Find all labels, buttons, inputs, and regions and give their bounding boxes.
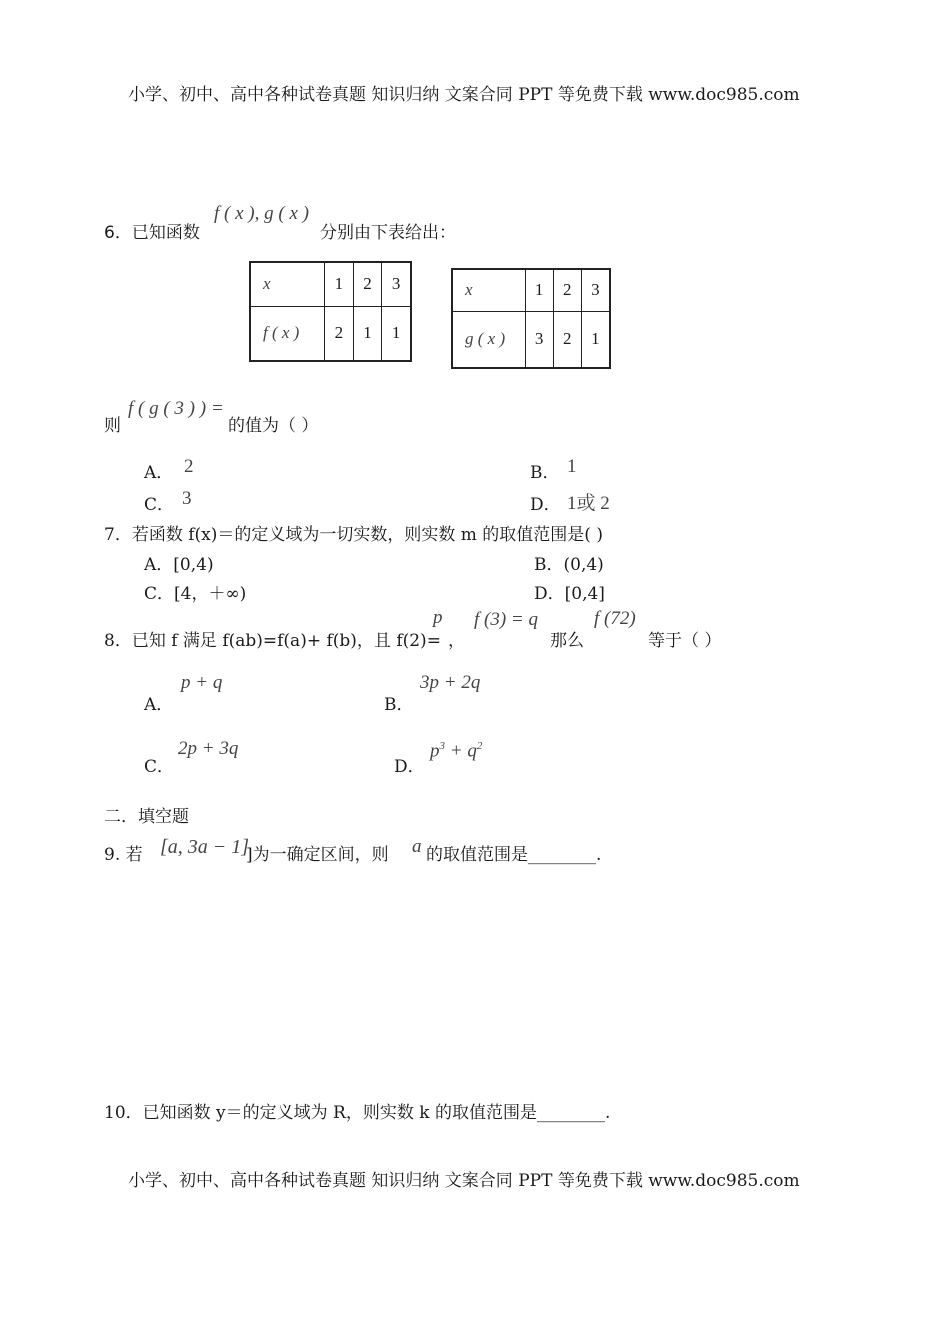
q9-var: a xyxy=(412,836,422,857)
table-g-cell: 1 xyxy=(581,311,610,368)
table-g-cell: 2 xyxy=(553,269,581,311)
q8-option-d-exp2: 2 xyxy=(476,740,483,752)
q7-option-a: A．[0,4) xyxy=(144,555,214,575)
q8-f3: f (3) = q xyxy=(474,609,539,630)
q8-option-b: 3p + 2q xyxy=(420,672,481,693)
q9-suffix: 的取值范围是________. xyxy=(426,845,602,865)
table-f-cell: 1 xyxy=(353,306,382,361)
q7-question: 7．若函数 f(x)＝的定义域为一切实数，则实数 m 的取值范围是( ) xyxy=(104,525,603,545)
q6-ask-expression: f ( g ( 3 ) ) = xyxy=(128,398,224,419)
table-g xyxy=(451,268,611,369)
q8-option-d-exp1: 3 xyxy=(439,740,445,752)
q8-option-a: p + q xyxy=(181,672,223,693)
q6-prefix: 6．已知函数 xyxy=(104,223,200,243)
page-header: 小学、初中、高中各种试卷真题 知识归纳 文案合同 PPT 等免费下载 www.doc985.com xyxy=(128,85,800,105)
table-f-cell: 3 xyxy=(382,262,411,306)
q9-mid: ]为一确定区间，则 xyxy=(246,845,389,865)
q7-option-d: D．[0,4] xyxy=(534,584,605,604)
table-f-header-fx: f ( x ) xyxy=(250,306,325,361)
q8-option-d-base1: p xyxy=(430,740,440,762)
q8-option-d-label: D． xyxy=(394,757,425,777)
q6-suffix: 分别由下表给出： xyxy=(320,223,456,243)
table-g-header-gx: g ( x ) xyxy=(452,311,525,368)
q8-option-d xyxy=(430,740,482,762)
q6-option-b: 1 xyxy=(567,456,577,477)
table-g-header-x: x xyxy=(452,269,525,311)
q9-interval: [a, 3a − 1] xyxy=(160,836,250,858)
page-footer: 小学、初中、高中各种试卷真题 知识归纳 文案合同 PPT 等免费下载 www.doc985.com xyxy=(128,1171,800,1191)
q8-f72: f (72) xyxy=(594,608,636,629)
q6-ask-suffix: 的值为（ ） xyxy=(228,416,319,436)
q8-option-c-label: C． xyxy=(144,757,175,777)
q8-option-b-label: B． xyxy=(384,695,414,715)
table-f xyxy=(249,261,412,362)
table-g-cell: 3 xyxy=(525,311,553,368)
table-f-cell: 2 xyxy=(325,306,354,361)
q6-option-d-label: D． xyxy=(530,495,561,515)
q6-option-d: 1或 2 xyxy=(567,493,610,514)
table-f-cell: 2 xyxy=(353,262,382,306)
table-g-cell: 1 xyxy=(525,269,553,311)
section-title-fill-in: 二．填空题 xyxy=(104,807,189,827)
q7-option-b: B．(0,4) xyxy=(534,555,604,575)
q8-suffix: 等于（ ） xyxy=(648,631,722,651)
q9-prefix: 9. 若 xyxy=(104,845,143,865)
q8-comma: ， xyxy=(448,631,465,651)
q7-option-c: C．[4，＋∞) xyxy=(144,584,247,604)
q8-then: 那么 xyxy=(550,631,584,651)
table-f-header-x: x xyxy=(250,262,325,306)
q6-option-a-label: A． xyxy=(144,463,174,483)
q10-question: 10．已知函数 y＝的定义域为 R，则实数 k 的取值范围是________. xyxy=(104,1103,611,1123)
q8-option-d-plus: + q xyxy=(445,740,477,762)
q8-prefix: 8．已知 f 满足 f(ab)=f(a)+ f(b)，且 f(2)= xyxy=(104,631,441,651)
q8-option-c: 2p + 3q xyxy=(178,738,239,759)
table-g-cell: 2 xyxy=(553,311,581,368)
q6-option-b-label: B． xyxy=(530,463,560,483)
q8-option-a-label: A． xyxy=(144,695,174,715)
q6-functions: f ( x ), g ( x ) xyxy=(214,203,309,224)
q6-option-c: 3 xyxy=(182,488,192,509)
q6-ask-prefix: 则 xyxy=(104,416,121,436)
q8-p: p xyxy=(433,607,443,628)
table-f-cell: 1 xyxy=(382,306,411,361)
q6-option-c-label: C． xyxy=(144,495,175,515)
q6-option-a: 2 xyxy=(184,456,194,477)
table-g-cell: 3 xyxy=(581,269,610,311)
table-f-cell: 1 xyxy=(325,262,354,306)
